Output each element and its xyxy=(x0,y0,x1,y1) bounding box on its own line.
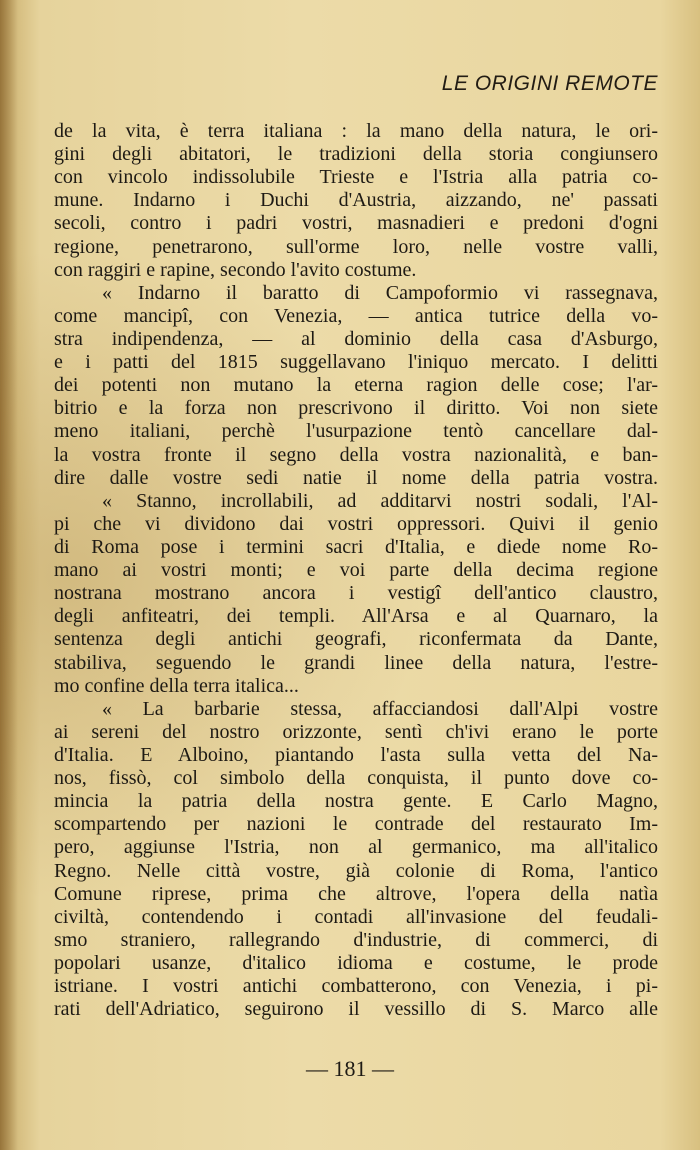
text-line: smo straniero, rallegrando d'industrie, di commerci, di xyxy=(54,928,658,951)
text-line: civiltà, contendendo i contadi all'invasione del feudali- xyxy=(54,905,658,928)
text-line: sentenza degli antichi geografi, riconfermata da Dante, xyxy=(54,628,658,651)
text-line: rati dell'Adriatico, seguirono il vessillo di S. Marco alle xyxy=(54,998,658,1021)
text-line: degli anfiteatri, dei templi. All'Arsa e al Quarnaro, la xyxy=(54,605,658,628)
text-line: Regno. Nelle città vostre, già colonie di Roma, l'antico xyxy=(54,859,658,882)
text-line: pero, aggiunse l'Istria, non al germanico, ma all'italico xyxy=(54,836,658,859)
text-line: nostrana mostrano ancora i vestigî dell'antico claustro, xyxy=(54,582,658,605)
text-line: mune. Indarno i Duchi d'Austria, aizzando, ne' passati xyxy=(54,189,658,212)
text-line: pi che vi dividono dai vostri oppressori. Quivi il genio xyxy=(54,512,658,535)
text-line: con raggiri e rapine, secondo l'avito costume. xyxy=(54,258,417,281)
text-line: regione, penetrarono, sull'orme loro, nelle vostre valli, xyxy=(54,235,658,258)
text-line: secoli, contro i padri vostri, masnadieri e predoni d'ogni xyxy=(54,212,658,235)
text-line: mano ai vostri monti; e voi parte della decima regione xyxy=(54,559,658,582)
page-number: — 181 — xyxy=(306,1056,394,1081)
text-line: la vostra fronte il segno della vostra nazionalità, e ban- xyxy=(54,443,658,466)
body-text xyxy=(54,120,658,1021)
running-title: LE ORIGINI REMOTE xyxy=(441,72,658,95)
text-line: bitrio e la forza non prescrivono il diritto. Voi non siete xyxy=(54,397,658,420)
text-line: di Roma pose i termini sacri d'Italia, e diede nome Ro- xyxy=(54,535,658,558)
text-line: stabiliva, seguendo le grandi linee della natura, l'estre- xyxy=(54,651,658,674)
text-line: e i patti del 1815 suggellavano l'iniquo mercato. I delitti xyxy=(54,351,658,374)
text-line: popolari usanze, d'italico idioma e costume, le prode xyxy=(54,951,658,974)
text-line: « Stanno, incrollabili, ad additarvi nostri sodali, l'Al- xyxy=(102,489,658,512)
book-spine-shadow xyxy=(0,0,18,1150)
text-line: scompartendo per nazioni le contrade del restaurato Im- xyxy=(54,813,658,836)
text-line: con vincolo indissolubile Trieste e l'Istria alla patria co- xyxy=(54,166,658,189)
text-line: meno italiani, perchè l'usurpazione tentò cancellare dal- xyxy=(54,420,658,443)
text-line: istriane. I vostri antichi combatterono, con Venezia, i pi- xyxy=(54,975,658,998)
text-line: « Indarno il baratto di Campoformio vi rassegnava, xyxy=(102,281,658,304)
text-line: stra indipendenza, — al dominio della casa d'Asburgo, xyxy=(54,327,658,350)
text-line: « La barbarie stessa, affacciandosi dall'Alpi vostre xyxy=(102,697,658,720)
text-line: dire dalle vostre sedi natie il nome della patria vostra. xyxy=(54,466,658,489)
text-line: d'Italia. E Alboino, piantando l'asta sulla vetta del Na- xyxy=(54,743,658,766)
text-line: mo confine della terra italica... xyxy=(54,674,299,697)
text-line: dei potenti non mutano la eterna ragion delle cose; l'ar- xyxy=(54,374,658,397)
text-line: ai sereni del nostro orizzonte, sentì ch'ivi erano le porte xyxy=(54,720,658,743)
text-line: mincia la patria della nostra gente. E Carlo Magno, xyxy=(54,790,658,813)
text-line: nos, fissò, col simbolo della conquista, il punto dove co- xyxy=(54,767,658,790)
text-line: de la vita, è terra italiana : la mano della natura, le ori- xyxy=(54,120,658,142)
text-line: Comune riprese, prima che altrove, l'opera della natìa xyxy=(54,882,658,905)
text-line: gini degli abitatori, le tradizioni della storia congiunsero xyxy=(54,143,658,166)
text-line: come mancipî, con Venezia, — antica tutrice della vo- xyxy=(54,304,658,327)
